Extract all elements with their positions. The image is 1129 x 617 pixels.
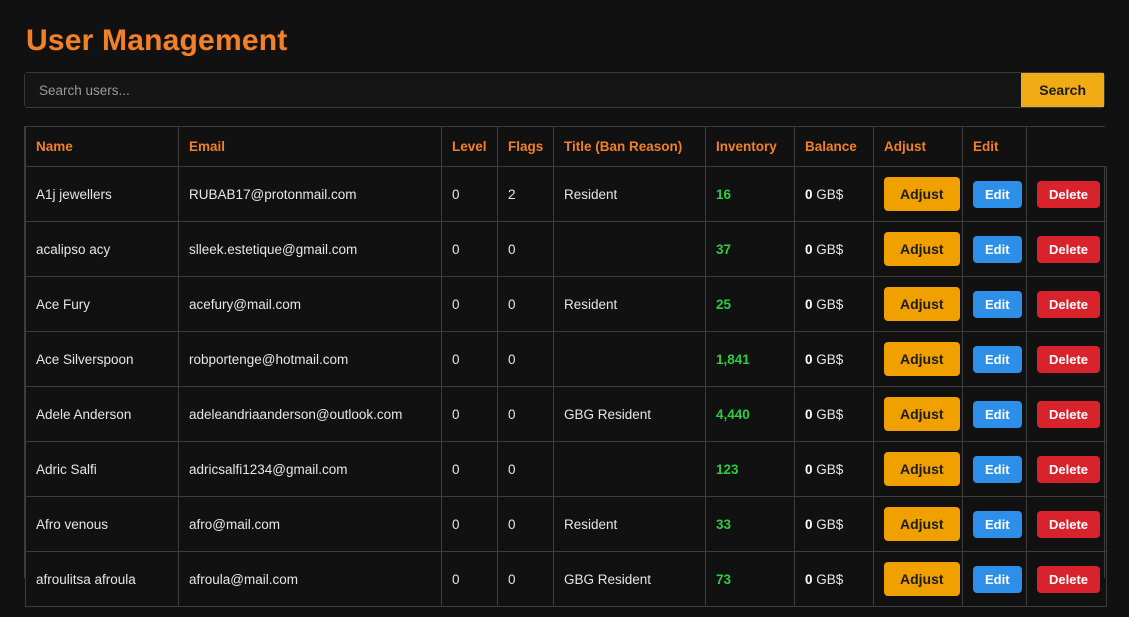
cell-delete bbox=[1027, 167, 1107, 222]
cell-title: Resident bbox=[554, 497, 706, 552]
column-header-adjust: Adjust bbox=[874, 127, 963, 167]
table-row bbox=[26, 387, 1107, 442]
cell-level: 0 bbox=[442, 387, 498, 442]
table-row bbox=[26, 442, 1107, 497]
table-row bbox=[26, 497, 1107, 552]
delete-button[interactable]: Delete bbox=[1037, 346, 1100, 373]
cell-title: Resident bbox=[554, 167, 706, 222]
cell-adjust bbox=[874, 277, 963, 332]
balance-currency: GB$ bbox=[816, 186, 844, 202]
inventory-value: 33 bbox=[716, 516, 732, 532]
cell-name: Ace Silverspoon bbox=[26, 332, 179, 387]
delete-button[interactable]: Delete bbox=[1037, 511, 1100, 538]
cell-title bbox=[554, 332, 706, 387]
cell-delete bbox=[1027, 387, 1107, 442]
edit-button[interactable]: Edit bbox=[973, 346, 1022, 373]
table-row bbox=[26, 552, 1107, 607]
cell-name: A1j jewellers bbox=[26, 167, 179, 222]
cell-balance bbox=[795, 277, 874, 332]
adjust-button[interactable]: Adjust bbox=[884, 507, 960, 541]
delete-button[interactable]: Delete bbox=[1037, 236, 1100, 263]
cell-title bbox=[554, 222, 706, 277]
table-header-row bbox=[26, 127, 1107, 167]
cell-balance bbox=[795, 167, 874, 222]
cell-title: GBG Resident bbox=[554, 552, 706, 607]
column-header-balance: Balance bbox=[795, 127, 874, 167]
cell-edit bbox=[963, 497, 1027, 552]
adjust-button[interactable]: Adjust bbox=[884, 397, 960, 431]
cell-flags: 0 bbox=[498, 332, 554, 387]
table-row bbox=[26, 332, 1107, 387]
balance-amount: 0 bbox=[805, 516, 813, 532]
cell-adjust bbox=[874, 552, 963, 607]
cell-balance bbox=[795, 387, 874, 442]
column-header-email: Email bbox=[179, 127, 442, 167]
adjust-button[interactable]: Adjust bbox=[884, 232, 960, 266]
inventory-value: 1,841 bbox=[716, 351, 750, 367]
adjust-button[interactable]: Adjust bbox=[884, 452, 960, 486]
table-body bbox=[26, 167, 1107, 607]
table-row bbox=[26, 222, 1107, 277]
cell-email: RUBAB17@protonmail.com bbox=[179, 167, 442, 222]
cell-level: 0 bbox=[442, 222, 498, 277]
cell-name: afroulitsa afroula bbox=[26, 552, 179, 607]
cell-delete bbox=[1027, 497, 1107, 552]
cell-balance bbox=[795, 552, 874, 607]
balance-currency: GB$ bbox=[816, 296, 844, 312]
cell-balance bbox=[795, 222, 874, 277]
delete-button[interactable]: Delete bbox=[1037, 181, 1100, 208]
cell-inventory bbox=[706, 222, 795, 277]
edit-button[interactable]: Edit bbox=[973, 236, 1022, 263]
cell-email: afro@mail.com bbox=[179, 497, 442, 552]
cell-inventory bbox=[706, 442, 795, 497]
adjust-button[interactable]: Adjust bbox=[884, 177, 960, 211]
balance-currency: GB$ bbox=[816, 241, 844, 257]
cell-adjust bbox=[874, 332, 963, 387]
balance-amount: 0 bbox=[805, 406, 813, 422]
cell-flags: 2 bbox=[498, 167, 554, 222]
cell-delete bbox=[1027, 332, 1107, 387]
adjust-button[interactable]: Adjust bbox=[884, 562, 960, 596]
balance-amount: 0 bbox=[805, 461, 813, 477]
inventory-value: 25 bbox=[716, 296, 732, 312]
cell-edit bbox=[963, 222, 1027, 277]
cell-balance bbox=[795, 442, 874, 497]
cell-name: Adele Anderson bbox=[26, 387, 179, 442]
cell-delete bbox=[1027, 552, 1107, 607]
inventory-value: 123 bbox=[716, 461, 739, 477]
column-header-level: Level bbox=[442, 127, 498, 167]
cell-edit bbox=[963, 167, 1027, 222]
cell-flags: 0 bbox=[498, 222, 554, 277]
edit-button[interactable]: Edit bbox=[973, 291, 1022, 318]
balance-currency: GB$ bbox=[816, 461, 844, 477]
users-table bbox=[25, 127, 1107, 607]
cell-name: Afro venous bbox=[26, 497, 179, 552]
adjust-button[interactable]: Adjust bbox=[884, 287, 960, 321]
cell-adjust bbox=[874, 167, 963, 222]
cell-email: acefury@mail.com bbox=[179, 277, 442, 332]
cell-name: acalipso acy bbox=[26, 222, 179, 277]
cell-balance bbox=[795, 332, 874, 387]
delete-button[interactable]: Delete bbox=[1037, 401, 1100, 428]
cell-inventory bbox=[706, 167, 795, 222]
adjust-button[interactable]: Adjust bbox=[884, 342, 960, 376]
balance-amount: 0 bbox=[805, 296, 813, 312]
search-input[interactable] bbox=[25, 73, 1021, 107]
column-header-flags: Flags bbox=[498, 127, 554, 167]
balance-amount: 0 bbox=[805, 571, 813, 587]
table-row bbox=[26, 277, 1107, 332]
edit-button[interactable]: Edit bbox=[973, 401, 1022, 428]
cell-flags: 0 bbox=[498, 277, 554, 332]
cell-flags: 0 bbox=[498, 497, 554, 552]
cell-flags: 0 bbox=[498, 387, 554, 442]
column-header-inventory: Inventory bbox=[706, 127, 795, 167]
cell-level: 0 bbox=[442, 332, 498, 387]
cell-title bbox=[554, 442, 706, 497]
cell-level: 0 bbox=[442, 277, 498, 332]
column-header-title: Title (Ban Reason) bbox=[554, 127, 706, 167]
cell-email: adeleandriaanderson@outlook.com bbox=[179, 387, 442, 442]
cell-name: Adric Salfi bbox=[26, 442, 179, 497]
inventory-value: 16 bbox=[716, 186, 732, 202]
cell-edit bbox=[963, 552, 1027, 607]
column-header-delete bbox=[1027, 127, 1107, 167]
cell-adjust bbox=[874, 442, 963, 497]
table-header bbox=[26, 127, 1107, 167]
cell-title: GBG Resident bbox=[554, 387, 706, 442]
inventory-value: 4,440 bbox=[716, 406, 750, 422]
cell-flags: 0 bbox=[498, 552, 554, 607]
cell-delete bbox=[1027, 442, 1107, 497]
balance-currency: GB$ bbox=[816, 406, 844, 422]
delete-button[interactable]: Delete bbox=[1037, 566, 1100, 593]
balance-amount: 0 bbox=[805, 351, 813, 367]
balance-amount: 0 bbox=[805, 186, 813, 202]
cell-adjust bbox=[874, 222, 963, 277]
balance-currency: GB$ bbox=[816, 351, 844, 367]
inventory-value: 37 bbox=[716, 241, 732, 257]
cell-balance bbox=[795, 497, 874, 552]
column-header-name: Name bbox=[26, 127, 179, 167]
delete-button[interactable]: Delete bbox=[1037, 456, 1100, 483]
cell-inventory bbox=[706, 332, 795, 387]
cell-email: robportenge@hotmail.com bbox=[179, 332, 442, 387]
cell-edit bbox=[963, 442, 1027, 497]
cell-delete bbox=[1027, 277, 1107, 332]
cell-level: 0 bbox=[442, 167, 498, 222]
inventory-value: 73 bbox=[716, 571, 732, 587]
users-table-container bbox=[24, 126, 1105, 587]
balance-currency: GB$ bbox=[816, 571, 844, 587]
cell-level: 0 bbox=[442, 442, 498, 497]
page-title: User Management bbox=[26, 24, 288, 57]
cell-email: slleek.estetique@gmail.com bbox=[179, 222, 442, 277]
cell-email: adricsalfi1234@gmail.com bbox=[179, 442, 442, 497]
edit-button[interactable]: Edit bbox=[973, 511, 1022, 538]
edit-button[interactable]: Edit bbox=[973, 456, 1022, 483]
search-bar bbox=[24, 72, 1105, 108]
cell-inventory bbox=[706, 497, 795, 552]
cell-name: Ace Fury bbox=[26, 277, 179, 332]
balance-currency: GB$ bbox=[816, 516, 844, 532]
cell-delete bbox=[1027, 222, 1107, 277]
cell-email: afroula@mail.com bbox=[179, 552, 442, 607]
table-row bbox=[26, 167, 1107, 222]
cell-edit bbox=[963, 332, 1027, 387]
column-header-edit: Edit bbox=[963, 127, 1027, 167]
cell-inventory bbox=[706, 277, 795, 332]
cell-level: 0 bbox=[442, 497, 498, 552]
delete-button[interactable]: Delete bbox=[1037, 291, 1100, 318]
edit-button[interactable]: Edit bbox=[973, 566, 1022, 593]
balance-amount: 0 bbox=[805, 241, 813, 257]
cell-edit bbox=[963, 277, 1027, 332]
cell-edit bbox=[963, 387, 1027, 442]
cell-level: 0 bbox=[442, 552, 498, 607]
cell-adjust bbox=[874, 497, 963, 552]
edit-button[interactable]: Edit bbox=[973, 181, 1022, 208]
cell-adjust bbox=[874, 387, 963, 442]
search-button[interactable]: Search bbox=[1021, 73, 1104, 107]
cell-flags: 0 bbox=[498, 442, 554, 497]
cell-title: Resident bbox=[554, 277, 706, 332]
cell-inventory bbox=[706, 387, 795, 442]
cell-inventory bbox=[706, 552, 795, 607]
